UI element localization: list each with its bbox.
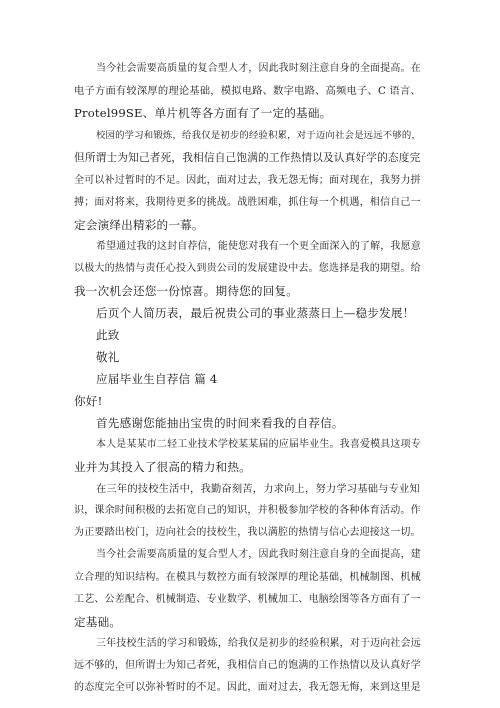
- text-line: 定会演绎出精彩的一幕。: [74, 218, 204, 232]
- text-line: 后页个人简历表，最后祝贵公司的事业蒸蒸日上—稳步发展！: [96, 306, 415, 320]
- text-line: 识，课余时间积极的去拓宽自己的知识，并积极参加学校的各种体育活动。作: [74, 505, 421, 516]
- text-line: 本人是某某市二轻工业技术学校某某届的应届毕业生。我喜爱模具这项专: [96, 439, 421, 450]
- text-line: 业并为其投入了很高的精力和热。: [74, 460, 251, 474]
- text-line: Protel99SE、单片机等各方面有了一定的基础。: [74, 106, 332, 120]
- text-line: 校园的学习和锻炼，给我仅是初步的经验积累，对于迈向社会是远远不够的，: [96, 130, 422, 141]
- text-line: 此致: [96, 328, 120, 342]
- text-line: 你好!: [74, 394, 103, 408]
- text-line: 以极大的热情与责任心投入到贵公司的发展建设中去。您选择是我的期望。给: [74, 263, 421, 274]
- text-line: 但所谓士为知己者死，我相信自己饱满的工作热情以及认真好学的态度完: [74, 151, 421, 164]
- text-line: 定基础。: [74, 615, 122, 629]
- text-line: 我一次机会还您一份惊喜。期待您的回复。: [74, 284, 299, 298]
- text-line: 的态度完全可以弥补暂时的不足。因此，面对过去，我无怨无悔，来到这里是: [74, 682, 421, 693]
- text-line: 为正要踏出校门，迈向社会的技校生，我以满腔的热情与信心去迎接这一切。: [74, 527, 421, 538]
- text-line: 在三年的技校生活中，我勤奋刻苦，力求向上，努力学习基础与专业知: [96, 483, 420, 495]
- text-line: 远不够的，但所谓士为知己者死，我相信自己的饱满的工作热情以及认真好学: [74, 660, 421, 671]
- text-line: 首先感谢您能抽出宝贵的时间来看我的自荐信。: [96, 416, 344, 430]
- text-line: 全可以补过暂时的不足。因此，面对过去，我无怨无悔；面对现在，我努力拼: [74, 175, 421, 186]
- text-line: 电子方面有较深厚的理论基础，模拟电路、数字电路、高频电子、C 语言、: [74, 85, 421, 97]
- text-line: 立合理的知识结构。在模具与数控方面有较深厚的理论基础，机械制图、机械: [74, 572, 421, 583]
- text-line: 希望通过我的这封自荐信，能使您对我有一个更全面深入的了解，我愿意: [96, 241, 421, 252]
- text-line: 应届毕业生自荐信 篇 4: [96, 372, 218, 386]
- text-line: 搏；面对将来，我期待更多的挑战。战胜困难，抓住每一个机遇，相信自己一: [74, 197, 421, 208]
- text-line: 当今社会需要高质量的复合型人才，因此我时刻注意自身的全面提高。在: [96, 63, 421, 74]
- text-line: 当今社会需要高质量的复合型人才，因此我时刻注意自身的全面提高，建: [96, 549, 421, 560]
- text-line: 工艺、公差配合、机械制造、专业数学、机械加工、电脑绘图等各方面有了一: [74, 594, 421, 605]
- text-line: 三年技校生活的学习和锻炼，给我仅是初步的经验积累，对于迈向社会远: [96, 638, 421, 649]
- text-line: 敬礼: [96, 350, 120, 364]
